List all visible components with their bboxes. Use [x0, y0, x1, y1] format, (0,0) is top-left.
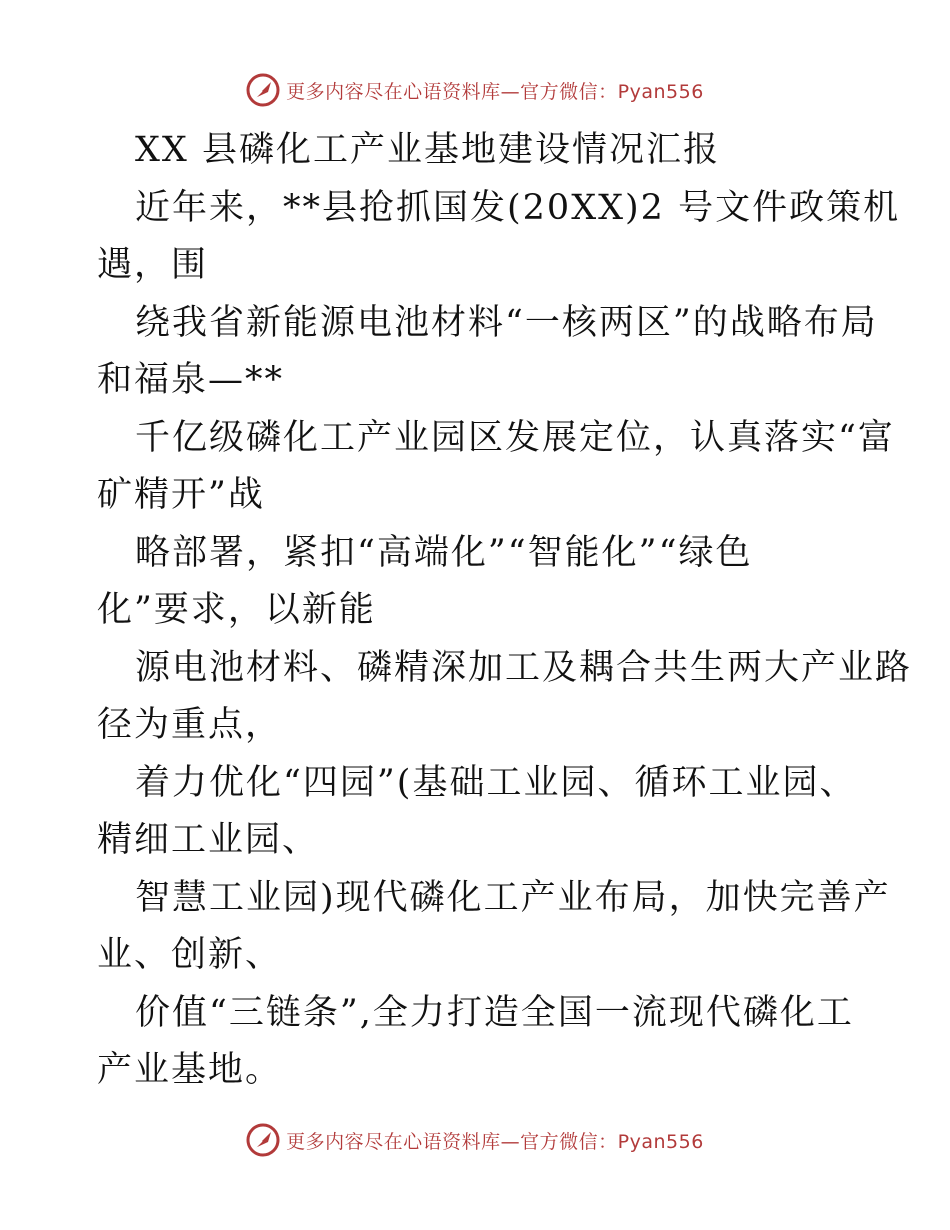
paragraph-line: 着力优化“四园”(基础工业园、循环工业园、	[135, 762, 857, 803]
watermark-footer	[0, 1120, 950, 1160]
watermark-text: 更多内容尽在心语资料库—官方微信：Pyan556	[286, 80, 704, 103]
paragraph-line: 精细工业园、	[97, 820, 320, 860]
paragraph-line: 化”要求，以新能	[97, 590, 376, 630]
paragraph-line: 价值“三链条”,全力打造全国一流现代磷化工	[135, 992, 854, 1033]
paragraph-line: 业、创新、	[97, 935, 283, 975]
paragraph-line: 近年来，**县抢抓国发(20XX)2 号文件政策机	[135, 187, 901, 228]
paragraph-line: 略部署，紧扣“高端化”“智能化”“绿色	[135, 532, 753, 573]
paragraph-line: 绕我省新能源电池材料“一核两区”的战略布局	[135, 302, 878, 343]
document-body	[97, 122, 913, 1100]
paragraph-line: 千亿级磷化工产业园区发展定位，认真落实“富	[135, 417, 895, 458]
paragraph-line: 径为重点，	[97, 705, 283, 745]
paragraph-line: 智慧工业园)现代磷化工产业布局，加快完善产	[135, 877, 891, 918]
paragraph-line: 源电池材料、磷精深加工及耦合共生两大产业路	[135, 647, 913, 688]
paragraph-line: 产业基地。	[97, 1050, 283, 1090]
quill-logo-icon	[246, 73, 280, 107]
paragraph-line: 和福泉—**	[97, 360, 285, 400]
document-title: XX 县磷化工产业基地建设情况汇报	[135, 130, 720, 170]
quill-logo-icon	[246, 1123, 280, 1157]
watermark-header	[0, 70, 950, 110]
paragraph-line: 矿精开”战	[97, 475, 265, 515]
paragraph-line: 遇，围	[97, 245, 209, 285]
watermark-text: 更多内容尽在心语资料库—官方微信：Pyan556	[286, 1130, 704, 1153]
